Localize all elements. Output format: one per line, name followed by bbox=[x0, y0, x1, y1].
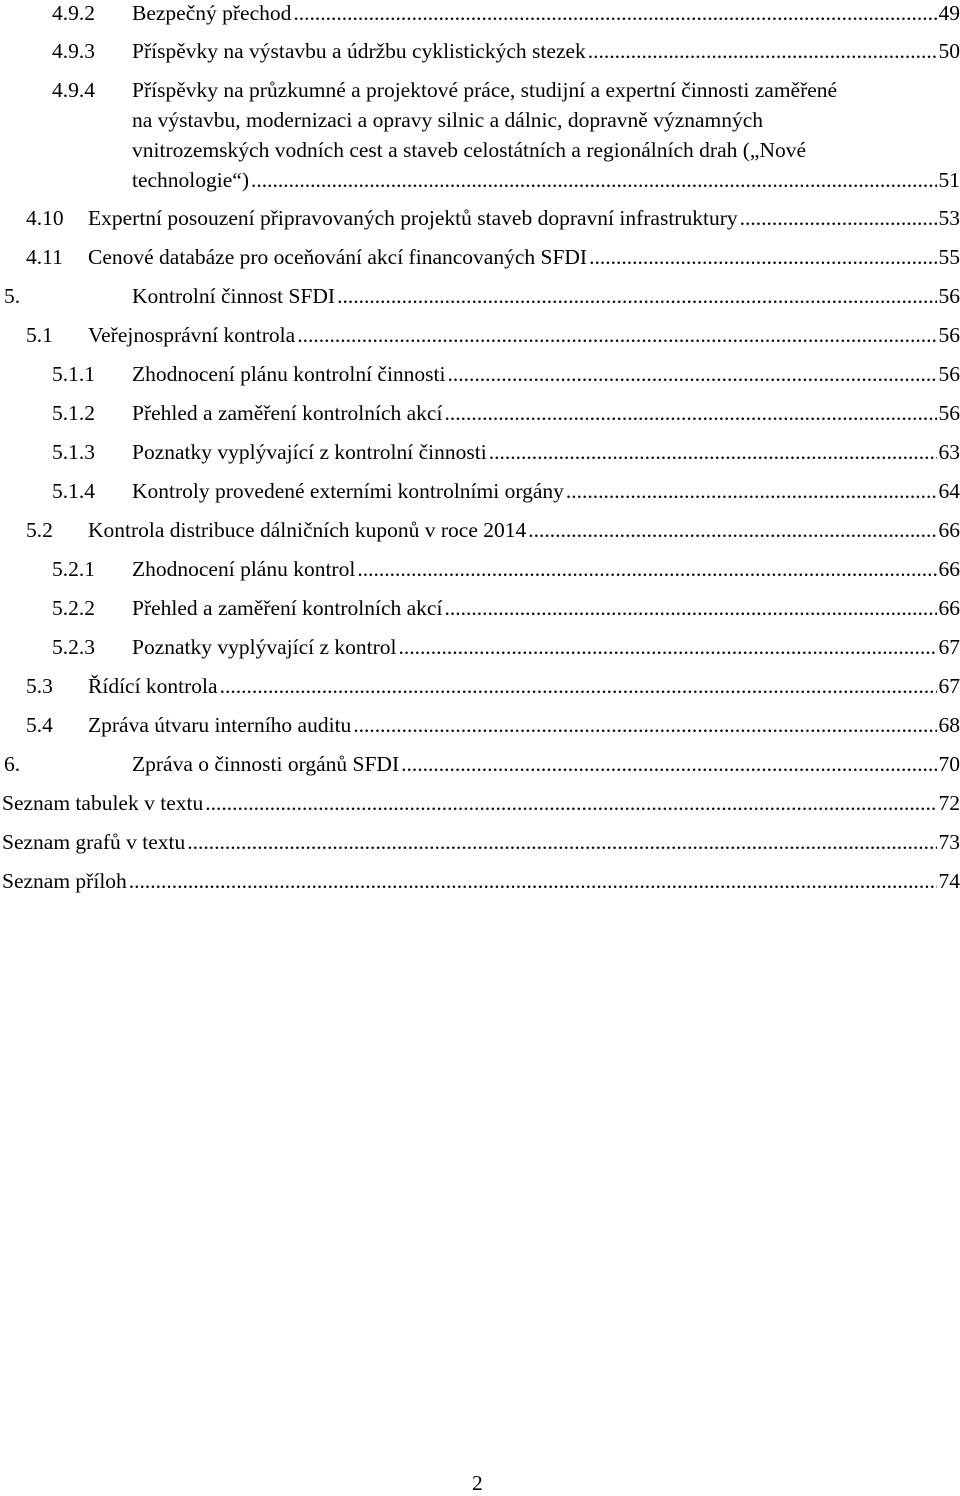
toc-entry-page: 67 bbox=[938, 635, 960, 659]
toc-entry-number: 5.4 bbox=[26, 713, 53, 737]
toc-entry-page: 67 bbox=[938, 674, 960, 698]
toc-entry-page: 50 bbox=[938, 39, 960, 63]
dot-leader bbox=[448, 361, 937, 387]
toc-entry-page: 66 bbox=[938, 596, 960, 620]
toc-entry-number: 5.2.3 bbox=[52, 635, 95, 659]
toc-entry-page: 64 bbox=[938, 479, 960, 503]
toc-entry[interactable] bbox=[0, 634, 960, 660]
toc-entry-number: 5.1.2 bbox=[52, 401, 95, 425]
toc-entry-page: 56 bbox=[938, 284, 960, 308]
toc-entry[interactable] bbox=[0, 439, 960, 465]
toc-entry-number: 5.1 bbox=[26, 323, 53, 347]
toc-entry-title: Seznam tabulek v textu bbox=[2, 791, 204, 815]
toc-entry-title: Kontroly provedené externími kontrolními orgány bbox=[132, 479, 564, 503]
toc-entry[interactable] bbox=[0, 38, 960, 64]
toc-entry-page: 51 bbox=[938, 168, 960, 192]
dot-leader bbox=[205, 790, 936, 816]
toc-entry-title: Poznatky vyplývající z kontrolní činnosti bbox=[132, 440, 487, 464]
toc-entry[interactable] bbox=[0, 673, 960, 699]
toc-entry-number: 5.2 bbox=[26, 518, 53, 542]
toc-entry[interactable] bbox=[0, 712, 960, 738]
toc-entry[interactable] bbox=[0, 361, 960, 387]
toc-entry-number: 4.9.3 bbox=[52, 39, 95, 63]
dot-leader bbox=[566, 478, 937, 504]
toc-entry-number: 4.11 bbox=[26, 245, 63, 269]
toc-entry-title: Zpráva o činnosti orgánů SFDI bbox=[132, 752, 400, 776]
toc-entry-title: Zhodnocení plánu kontrol bbox=[132, 557, 356, 581]
toc-entry-number: 4.9.2 bbox=[52, 1, 95, 25]
dot-leader bbox=[129, 868, 937, 894]
toc-entry-number: 5. bbox=[4, 284, 21, 308]
toc-entry-page: 63 bbox=[938, 440, 960, 464]
toc-entry-title: Poznatky vyplývající z kontrol bbox=[132, 635, 397, 659]
toc-entry-title: technologie“) bbox=[132, 168, 250, 192]
toc-entry-page: 55 bbox=[938, 245, 960, 269]
toc-entry-page: 70 bbox=[938, 752, 960, 776]
dot-leader bbox=[444, 400, 936, 426]
toc-entry[interactable] bbox=[0, 868, 960, 894]
toc-entry[interactable] bbox=[0, 517, 960, 543]
toc-entry-number: 4.9.4 bbox=[52, 78, 95, 102]
toc-entry[interactable] bbox=[0, 322, 960, 348]
toc-entry-number: 5.2.1 bbox=[52, 557, 95, 581]
dot-leader bbox=[187, 829, 936, 855]
toc-entry-title-line[interactable]: Příspěvky na průzkumné a projektové práce, studijní a expertní činnosti zaměřené bbox=[132, 78, 838, 102]
toc-entry-title: Expertní posouzení připravovaných projektů staveb dopravní infrastruktury bbox=[88, 206, 738, 230]
dot-leader bbox=[353, 712, 936, 738]
toc-entry-title: Přehled a zaměření kontrolních akcí bbox=[132, 596, 443, 620]
toc-entry-page: 74 bbox=[938, 869, 960, 893]
dot-leader bbox=[528, 517, 936, 543]
toc-entry-title: Zhodnocení plánu kontrolní činnosti bbox=[132, 362, 446, 386]
toc-entry[interactable] bbox=[0, 556, 960, 582]
toc-entry-title: Zpráva útvaru interního auditu bbox=[88, 713, 352, 737]
toc-entry-title: Kontrolní činnost SFDI bbox=[132, 284, 336, 308]
toc-entry[interactable] bbox=[0, 595, 960, 621]
toc-entry-page: 66 bbox=[938, 557, 960, 581]
toc-entry[interactable] bbox=[0, 829, 960, 855]
dot-leader bbox=[297, 322, 936, 348]
toc-entry-page: 66 bbox=[938, 518, 960, 542]
toc-entry-title: Řídící kontrola bbox=[88, 674, 218, 698]
dot-leader bbox=[588, 38, 937, 64]
toc-entry[interactable] bbox=[0, 283, 960, 309]
toc-entry-page: 49 bbox=[938, 1, 960, 25]
toc-entry-title: Přehled a zaměření kontrolních akcí bbox=[132, 401, 443, 425]
toc-entry-title-line[interactable]: vnitrozemských vodních cest a staveb celostátních a regionálních drah („Nové bbox=[132, 138, 807, 162]
toc-entry[interactable] bbox=[0, 400, 960, 426]
toc-entry[interactable] bbox=[0, 790, 960, 816]
dot-leader bbox=[337, 283, 936, 309]
dot-leader bbox=[357, 556, 936, 582]
toc-entry[interactable] bbox=[0, 167, 960, 193]
page-number: 2 bbox=[472, 1471, 483, 1495]
toc-entry-page: 56 bbox=[938, 401, 960, 425]
dot-leader bbox=[740, 205, 937, 231]
toc-entry-number: 5.1.1 bbox=[52, 362, 95, 386]
dot-leader bbox=[251, 167, 936, 193]
toc-entry-page: 56 bbox=[938, 323, 960, 347]
dot-leader bbox=[401, 751, 936, 777]
dot-leader bbox=[399, 634, 937, 660]
toc-entry-page: 68 bbox=[938, 713, 960, 737]
toc-entry[interactable] bbox=[0, 244, 960, 270]
toc-entry-title: Kontrola distribuce dálničních kuponů v roce 2014 bbox=[88, 518, 527, 542]
toc-entry-page: 53 bbox=[938, 206, 960, 230]
toc-entry-number: 5.2.2 bbox=[52, 596, 95, 620]
toc-entry-title: Veřejnosprávní kontrola bbox=[88, 323, 296, 347]
toc-entry[interactable] bbox=[0, 751, 960, 777]
toc-entry-page: 56 bbox=[938, 362, 960, 386]
toc-entry-number: 5.1.4 bbox=[52, 479, 95, 503]
dot-leader bbox=[589, 244, 936, 270]
toc-entry-number: 4.10 bbox=[26, 206, 64, 230]
toc-entry-number: 6. bbox=[4, 752, 21, 776]
toc-entry-number: 5.3 bbox=[26, 674, 53, 698]
toc-entry-page: 72 bbox=[938, 791, 960, 815]
toc-entry[interactable] bbox=[0, 478, 960, 504]
toc-entry-number: 5.1.3 bbox=[52, 440, 95, 464]
dot-leader bbox=[220, 673, 937, 699]
dot-leader bbox=[293, 0, 936, 26]
toc-entry-title: Seznam grafů v textu bbox=[2, 830, 186, 854]
dot-leader bbox=[489, 439, 937, 465]
toc-entry-title: Příspěvky na výstavbu a údržbu cyklistických stezek bbox=[132, 39, 586, 63]
toc-entry-title-line[interactable]: na výstavbu, modernizaci a opravy silnic a dálnic, dopravně významných bbox=[132, 108, 764, 132]
dot-leader bbox=[444, 595, 936, 621]
toc-entry[interactable] bbox=[0, 0, 960, 26]
toc-entry-title: Seznam příloh bbox=[2, 869, 127, 893]
toc-entry[interactable] bbox=[0, 205, 960, 231]
toc-entry-page: 73 bbox=[938, 830, 960, 854]
toc-entry-title: Bezpečný přechod bbox=[132, 1, 292, 25]
toc-entry-title: Cenové databáze pro oceňování akcí financovaných SFDI bbox=[88, 245, 588, 269]
